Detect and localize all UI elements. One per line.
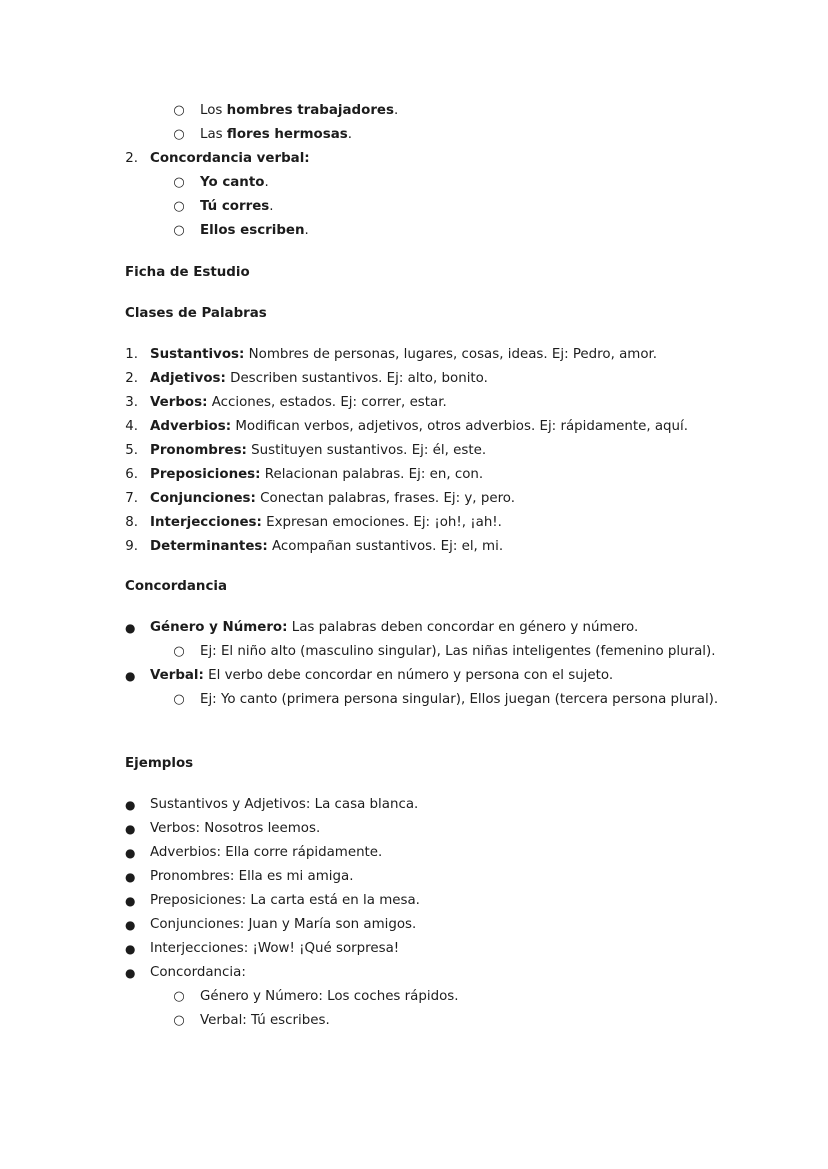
item-number: 4. [125,419,138,434]
circle-bullet-icon: ○ [173,644,185,659]
item-term: Preposiciones: [150,467,261,482]
bullet-icon: ● [125,942,136,956]
item-text: Describen sustantivos. Ej: alto, bonito. [225,371,488,386]
item-text: Verbal: Tú escribes. [200,1013,330,1028]
item-suffix: . [393,103,399,118]
circle-bullet-icon: ○ [173,223,185,238]
item-term: Género y Número: [150,620,288,635]
item-number: 5. [125,443,138,458]
circle-bullet-icon: ○ [173,989,185,1004]
circle-bullet-icon: ○ [173,199,185,214]
bullet-icon: ● [125,918,136,932]
item-bold: Tú corres [200,199,270,214]
item-term: Interjecciones: [150,515,262,530]
item-text: Ej: Yo canto (primera persona singular), Ellos juegan (tercera persona plural). [200,692,719,707]
item-term: Conjunciones: [150,491,256,506]
item-bold: Ellos escriben [200,223,305,238]
item-text: Acompañan sustantivos. Ej: el, mi. [267,539,504,554]
bullet-icon: ● [125,822,136,836]
item-text: Modifican verbos, adjetivos, otros adverbios. Ej: rápidamente, aquí. [231,419,689,434]
item-number: 9. [125,539,138,554]
item-text: Nombres de personas, lugares, cosas, ideas. Ej: Pedro, amor. [244,347,658,362]
item-text: Ej: El niño alto (masculino singular), Las niñas inteligentes (femenino plural). [200,644,716,659]
bullet-icon: ● [125,966,136,980]
circle-bullet-icon: ○ [173,692,185,707]
item-term: Pronombres: [150,443,247,458]
item-suffix: . [347,127,352,142]
item-text: Expresan emociones. Ej: ¡oh!, ¡ah!. [261,515,502,530]
item-number: 1. [125,347,138,362]
item-text: Conjunciones: Juan y María son amigos. [150,917,417,932]
circle-bullet-icon: ○ [173,1013,185,1028]
item-bold: Yo canto [200,175,265,190]
item-bold: flores hermosas [226,127,348,142]
item-text: Concordancia: [150,965,246,980]
bullet-icon: ● [125,846,136,860]
circle-bullet-icon: ○ [173,103,185,118]
item-number: 2. [125,371,138,386]
item-text: Sustituyen sustantivos. Ej: él, este. [246,443,487,458]
section-heading: Concordancia [125,579,228,594]
item-text: Sustantivos y Adjetivos: La casa blanca. [150,797,419,812]
item-term: Sustantivos: [150,347,245,362]
item-term: Determinantes: [150,539,268,554]
item-term: Verbos: [150,395,208,410]
item-text: Verbos: Nosotros leemos. [150,821,321,836]
item-term: Verbal: [150,668,204,683]
item-text: Adverbios: Ella corre rápidamente. [150,845,383,860]
item-term: Adverbios: [150,419,232,434]
item-number: 2. [125,151,138,166]
circle-bullet-icon: ○ [173,127,185,142]
item-number: 6. [125,467,138,482]
item-suffix: . [269,199,274,214]
bullet-icon: ● [125,894,136,908]
item-term: Adjetivos: [150,371,226,386]
item-bold: Concordancia verbal: [150,151,310,166]
item-text: El verbo debe concordar en número y persona con el sujeto. [203,668,614,683]
section-heading: Clases de Palabras [125,306,267,321]
item-bold: hombres trabajadores [226,103,394,118]
item-text: Relacionan palabras. Ej: en, con. [260,467,484,482]
item-text: Preposiciones: La carta está en la mesa. [150,893,420,908]
item-number: 3. [125,395,138,410]
section-title: Ficha de Estudio [125,265,250,280]
item-text: Conectan palabras, frases. Ej: y, pero. [255,491,515,506]
bullet-icon: ● [125,669,136,683]
item-text: Interjecciones: ¡Wow! ¡Qué sorpresa! [150,941,400,956]
section-heading: Ejemplos [125,756,194,771]
item-number: 7. [125,491,138,506]
item-text: Género y Número: Los coches rápidos. [200,989,459,1004]
bullet-icon: ● [125,621,136,635]
item-number: 8. [125,515,138,530]
item-text: Pronombres: Ella es mi amiga. [150,869,354,884]
item-text: Las palabras deben concordar en género y número. [287,620,639,635]
circle-bullet-icon: ○ [173,175,185,190]
bullet-icon: ● [125,870,136,884]
item-suffix: . [264,175,269,190]
item-suffix: . [304,223,309,238]
item-text: Acciones, estados. Ej: correr, estar. [207,395,447,410]
item-text: Las [200,127,227,142]
item-text: Los [200,103,227,118]
bullet-icon: ● [125,798,136,812]
